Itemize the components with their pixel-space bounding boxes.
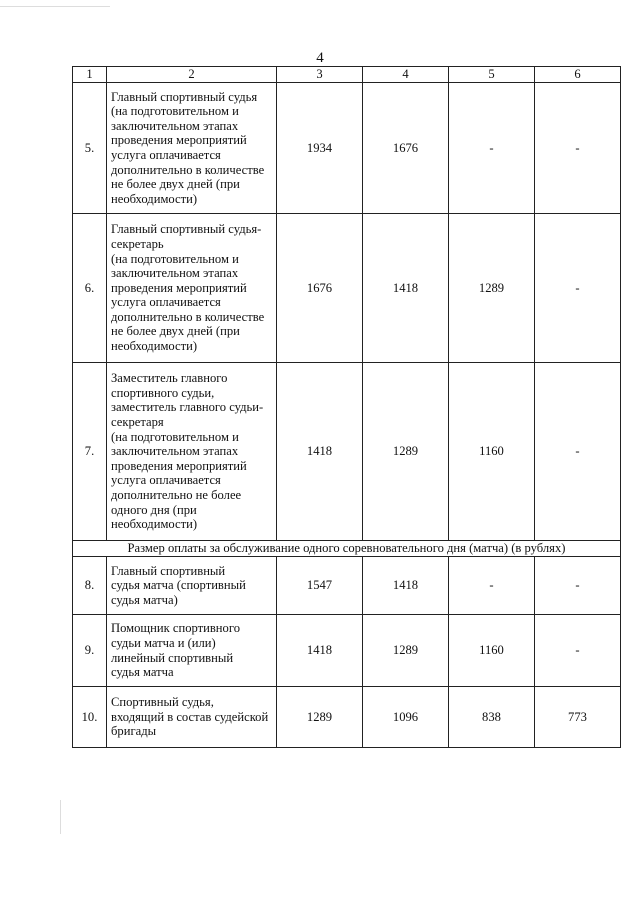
desc-line: секретаря [111,415,164,430]
value-col3: 1289 [277,687,363,748]
desc-line: Главный спортивный судья- [111,222,262,237]
page-number: 4 [316,50,324,66]
row-description [107,687,277,748]
value-col5: - [449,83,535,214]
desc-line: спортивного судьи, [111,385,215,400]
desc-line: Спортивный судья, [111,695,214,710]
table-row [73,363,621,541]
row-number: 9. [73,615,107,687]
desc-line: Заместитель главного [111,371,228,386]
desc-line: судья матча (спортивный [111,578,246,593]
value-col5: - [449,557,535,615]
row-description [107,615,277,687]
row-description [107,557,277,615]
desc-line: заключительном этапах [111,266,239,281]
desc-line: необходимости) [111,517,198,532]
table-row [73,615,621,687]
row-description [107,214,277,363]
value-col5: 838 [449,687,535,748]
value-col3: 1418 [277,615,363,687]
desc-line: не более двух дней (при [111,177,240,192]
row-description [107,363,277,541]
value-col6: - [535,83,621,214]
row-number: 5. [73,83,107,214]
section-title: Размер оплаты за обслуживание одного соревновательного дня (матча) (в рублях) [73,541,621,557]
desc-line: заключительном этапах [111,444,239,459]
desc-line: необходимости) [111,191,198,206]
header-cell: 6 [535,67,621,83]
desc-line: линейный спортивный [111,650,234,665]
desc-line: Главный спортивный [111,563,226,578]
desc-line: (на подготовительном и [111,104,239,119]
header-cell: 1 [73,67,107,83]
header-cell: 5 [449,67,535,83]
value-col3: 1418 [277,363,363,541]
desc-line: дополнительно в количестве [111,162,265,177]
header-cell: 4 [363,67,449,83]
desc-line: судья матча) [111,592,178,607]
value-col4: 1289 [363,363,449,541]
desc-line: Главный спортивный судья [111,89,258,104]
value-col6: - [535,615,621,687]
scan-artifact-mark [60,800,61,834]
desc-line: заключительном этапах [111,118,239,133]
table-row [73,214,621,363]
value-col4: 1676 [363,83,449,214]
row-number: 7. [73,363,107,541]
row-description [107,83,277,214]
row-number: 6. [73,214,107,363]
row-number: 10. [73,687,107,748]
desc-line: заместитель главного судьи- [111,400,264,415]
desc-line: проведения мероприятий [111,280,247,295]
desc-line: дополнительно в количестве [111,309,265,324]
desc-line: (на подготовительном и [111,251,239,266]
row-number: 8. [73,557,107,615]
value-col4: 1418 [363,557,449,615]
value-col6: - [535,363,621,541]
desc-line: Помощник спортивного [111,621,240,636]
desc-line: входящий в состав судейской [111,709,269,724]
tariff-table [72,66,621,748]
header-cell: 3 [277,67,363,83]
desc-line: услуга оплачивается [111,473,221,488]
desc-line: секретарь [111,236,164,251]
desc-line: услуга оплачивается [111,295,221,310]
desc-line: одного дня (при [111,502,197,517]
table-row [73,557,621,615]
value-col4: 1418 [363,214,449,363]
desc-line: бригады [111,724,157,739]
table-row [73,687,621,748]
value-col3: 1934 [277,83,363,214]
scan-edge-mark [0,6,110,7]
value-col3: 1676 [277,214,363,363]
desc-line: проведения мероприятий [111,458,247,473]
table-row [73,83,621,214]
value-col4: 1289 [363,615,449,687]
desc-line: (на подготовительном и [111,429,239,444]
header-cell: 2 [107,67,277,83]
value-col3: 1547 [277,557,363,615]
value-col5: 1289 [449,214,535,363]
header-row [73,67,621,83]
value-col6: - [535,214,621,363]
desc-line: необходимости) [111,339,198,354]
desc-line: не более двух дней (при [111,324,240,339]
value-col4: 1096 [363,687,449,748]
value-col5: 1160 [449,363,535,541]
value-col6: - [535,557,621,615]
value-col5: 1160 [449,615,535,687]
desc-line: судьи матча и (или) [111,635,216,650]
desc-line: судья матча [111,665,174,680]
desc-line: услуга оплачивается [111,148,221,162]
desc-line: проведения мероприятий [111,133,247,148]
section-row [73,541,621,557]
desc-line: дополнительно не более [111,487,242,502]
value-col6: 773 [535,687,621,748]
